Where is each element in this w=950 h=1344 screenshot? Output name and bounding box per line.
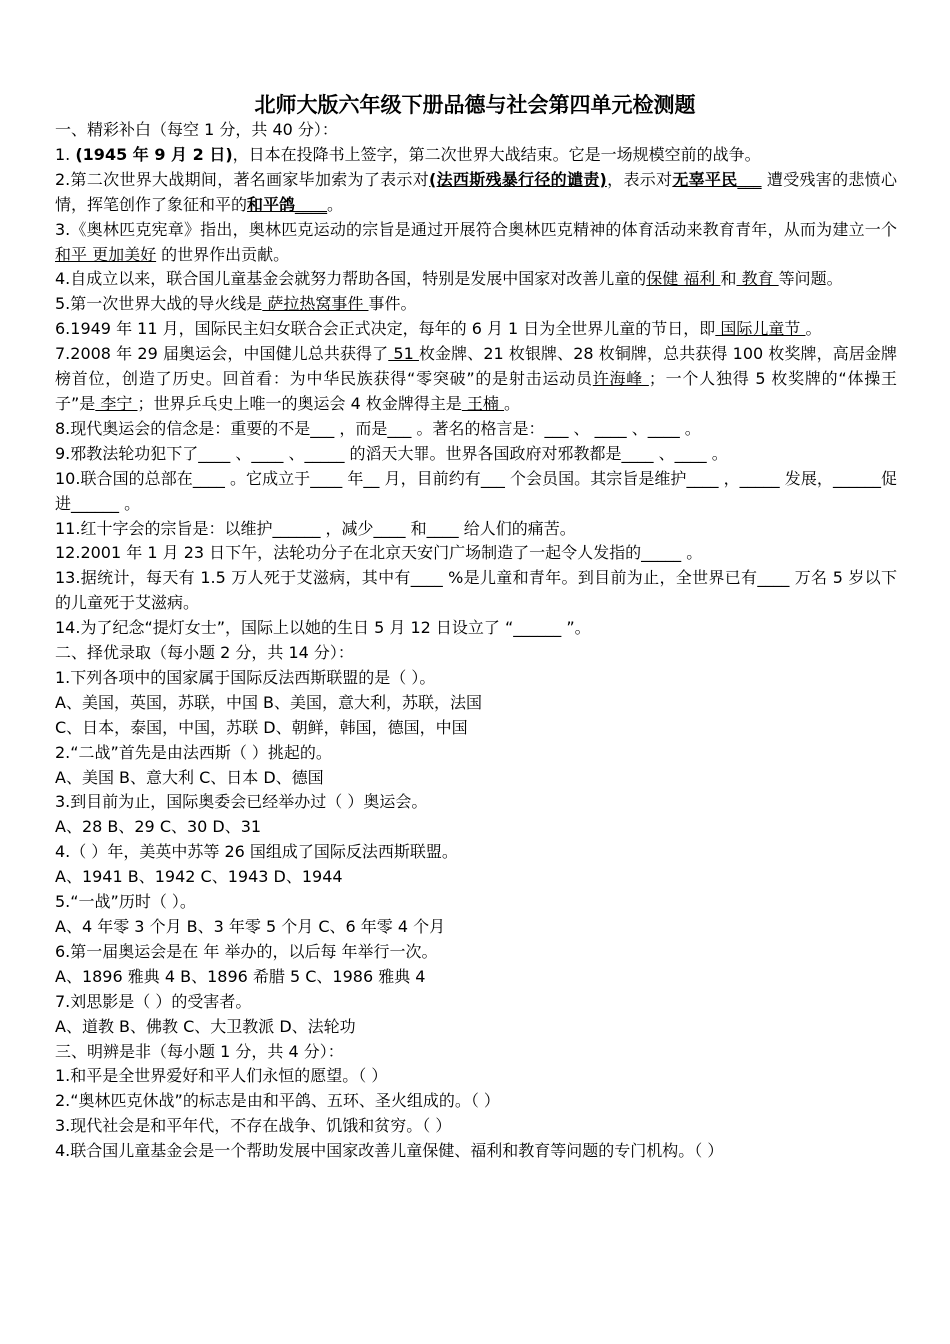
choice-line: A、4 年零 3 个月 B、3 年零 5 个月 C、6 年零 4 个月 [55, 917, 446, 936]
question-1-8: 8.现代奥运会的信念是：重要的不是___ ，而是___ 。著名的格言是：___ 、 ____ 、____ 。 [55, 418, 701, 438]
answer: 李宁 [95, 393, 138, 413]
question-1-5: 5.第一次世界大战的导火线是 萨拉热窝事件 事件。 [55, 294, 417, 314]
choice-line: 7.刘思影是（ ）的受害者。 [55, 991, 252, 1011]
choice-line: A、1896 雅典 4 B、1896 希腊 5 C、1986 雅典 4 [55, 966, 426, 986]
true-false-line: 2.“奥林匹克休战”的标志是由和平鸽、五环、圣火组成的。（ ） [55, 1091, 500, 1111]
question-1-7: 7.2008 年 29 届奥运会，中国健儿总共获得了 51 枚金牌、21 枚银牌、28 枚铜牌，总共获得 100 枚奖牌，高居金牌榜首位，创造了历史。回首看：为中华民族获得“零突破”的是射击运动员许海峰 ；一个人独得 5 枚奖牌的“体操王子”是 李宁 ；世界乒乓史上唯一的奥运会 4 枚金牌得主是 王楠 。 [55, 344, 897, 413]
question-1-12: 12.2001 年 1 月 23 日下午，法轮功分子在北京天安门广场制造了一起令人发指的_____ 。 [55, 543, 703, 563]
answer: 许海峰 [592, 369, 649, 389]
answer: 51 [388, 344, 419, 364]
answer: 国际儿童节 [715, 319, 806, 339]
answer: 和平 更加美好 [55, 244, 157, 264]
choice-line: 6.第一届奥运会是在 年 举办的，以后每 年举行一次。 [55, 941, 438, 961]
true-false-line: 3.现代社会是和平年代，不存在战争、饥饿和贫穷。（ ） [55, 1116, 452, 1136]
choice-line: 4.（ ）年，美英中苏等 26 国组成了国际反法西斯联盟。 [55, 842, 458, 862]
question-1-10: 10.联合国的总部在____ 。它成立于____ 年__ 月，目前约有___ 个会员国。其宗旨是维护____ ，_____ 发展，______促进______ 。 [55, 468, 897, 513]
answer: 教育 [736, 269, 779, 289]
choice-line: 1.下列各项中的国家属于国际反法西斯联盟的是（ ）。 [55, 667, 436, 687]
true-false-line: 1.和平是全世界爱好和平人们永恒的愿望。（ ） [55, 1066, 388, 1086]
choice-line: A、美国，英国，苏联，中国 B、美国，意大利，苏联，法国 [55, 692, 483, 712]
choice-line: A、道教 B、佛教 C、大卫教派 D、法轮功 [55, 1016, 356, 1036]
question-1-6: 6.1949 年 11 月，国际民主妇女联合会正式决定，每年的 6 月 1 日为全世界儿童的节日，即 国际儿童节 。 [55, 319, 822, 339]
question-1-13: 13.据统计，每天有 1.5 万人死于艾滋病，其中有____ %是儿童和青年。到目前为止，全世界已有____ 万名 5 岁以下的儿童死于艾滋病。 [55, 568, 897, 613]
choice-line: C、日本，泰国，中国，苏联 D、朝鲜，韩国，德国，中国 [55, 717, 468, 737]
question-1-14: 14.为了纪念“提灯女士”，国际上以她的生日 5 月 12 日设立了 “______ ”。 [55, 618, 591, 638]
section-3-heading: 三、明辨是非（每小题 1 分，共 4 分）： [55, 1041, 344, 1061]
choice-line: A、美国 B、意大利 C、日本 D、德国 [55, 767, 324, 787]
answer: 保健 福利 [646, 269, 721, 289]
choice-line: A、1941 B、1942 C、1943 D、1944 [55, 867, 343, 887]
answer: 萨拉热窝事件 [262, 294, 369, 314]
section-2-heading: 二、择优录取（每小题 2 分，共 14 分）： [55, 643, 354, 663]
question-1-1: 1. (1945 年 9 月 2 日)，日本在投降书上签字，第二次世界大战结束。它是一场规模空前的战争。 [55, 144, 761, 164]
choice-line: 2.“二战”首先是由法西斯（ ）挑起的。 [55, 742, 332, 762]
question-1-4: 4.自成立以来，联合国儿童基金会就努力帮助各国，特别是发展中国家对改善儿童的保健 福利 和 教育 等问题。 [55, 269, 843, 289]
choice-line: 5.“一战”历时（ ）。 [55, 892, 196, 912]
answer: 王楠 [461, 393, 505, 413]
answer: (1945 年 9 月 2 日) [75, 144, 233, 164]
choice-line: A、28 B、29 C、30 D、31 [55, 817, 262, 837]
question-1-11: 11.红十字会的宗旨是：以维护______ ，减少____ 和____ 给人们的痛苦。 [55, 518, 576, 538]
document-title: 北师大版六年级下册品德与社会第四单元检测题 [254, 93, 696, 117]
document-body [55, 118, 897, 1164]
answer: (法西斯残暴行径的谴责) [429, 169, 607, 189]
true-false-line: 4.联合国儿童基金会是一个帮助发展中国家改善儿童保健、福利和教育等问题的专门机构。（ ） [55, 1141, 724, 1161]
question-1-2: 2.第二次世界大战期间，著名画家毕加索为了表示对(法西斯残暴行径的谴责)，表示对无辜平民___ 遭受残害的悲愤心情，挥笔创作了象征和平的和平鸽____。 [55, 169, 897, 214]
answer: 无辜平民 [672, 169, 738, 189]
question-1-9: 9.邪教法轮功犯下了____ 、____ 、_____ 的滔天大罪。世界各国政府对邪教都是____ 、____ 。 [55, 443, 728, 463]
choice-line: 3.到目前为止，国际奥委会已经举办过（ ）奥运会。 [55, 792, 428, 812]
question-1-3: 3.《奥林匹克宪章》指出，奥林匹克运动的宗旨是通过开展符合奥林匹克精神的体育活动来教育青年，从而为建立一个和平 更加美好 的世界作出贡献。 [55, 219, 897, 264]
section-1-heading: 一、精彩补白（每空 1 分，共 40 分）： [55, 120, 338, 139]
answer: 和平鸽 [247, 194, 296, 214]
